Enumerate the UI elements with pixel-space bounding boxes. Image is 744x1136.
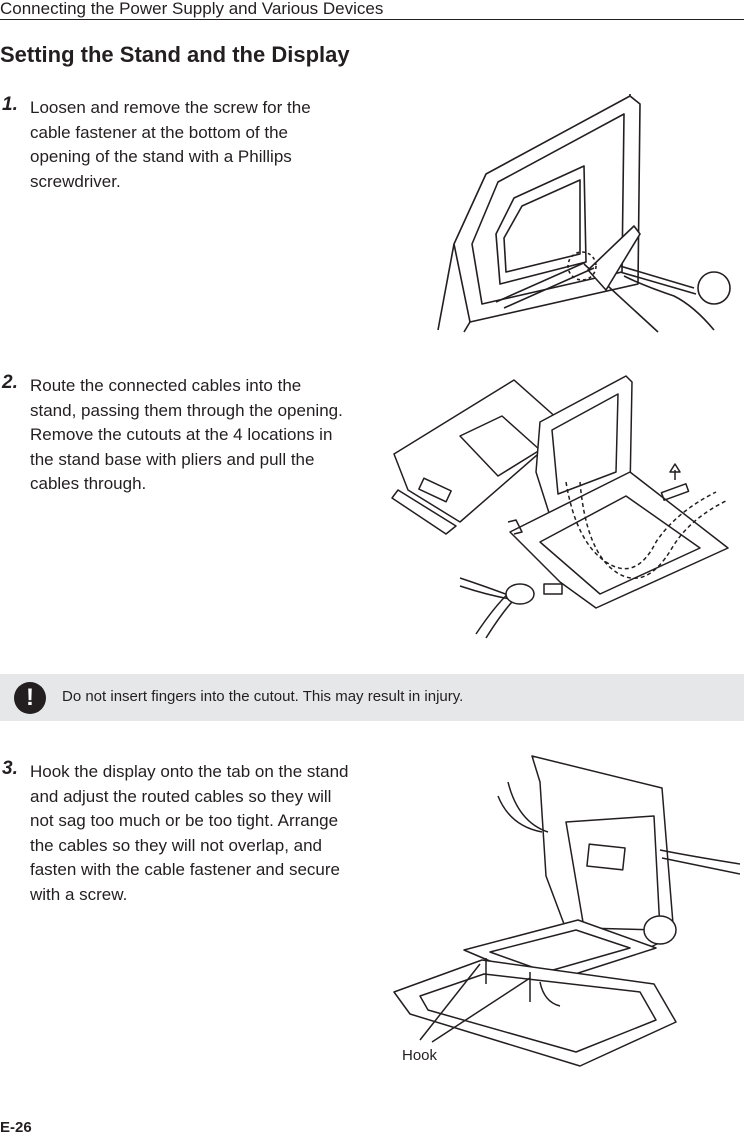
- step-text: Route the connected cables into the stand, passing them through the opening. Remove the cutouts at the 4 locations in the stand base with pliers and pull the cables through.: [30, 376, 343, 493]
- illustration-cable-routing: [390, 372, 734, 642]
- step-number: 2.: [2, 372, 18, 393]
- caution-text: Do not insert fingers into the cutout. This may result in injury.: [62, 688, 464, 705]
- hook-callout: Hook: [402, 1047, 438, 1064]
- step-number: 1.: [2, 94, 18, 115]
- step-number: 3.: [2, 758, 18, 779]
- step-text: Loosen and remove the screw for the cable fastener at the bottom of the opening of the stand with a Phillips screwdriver.: [30, 98, 311, 191]
- exclamation-icon: !: [14, 682, 46, 714]
- illustration-screwdriver-stand: [434, 94, 734, 334]
- illustration-hook-display: [390, 752, 740, 1072]
- page-number: E-26: [0, 1119, 32, 1136]
- section-title: Setting the Stand and the Display: [0, 42, 350, 67]
- step-text: Hook the display onto the tab on the stand and adjust the routed cables so they will not sag too much or be too tight. Arrange the cables so they will not overlap, and fasten with the cable fastener and secure with a screw.: [30, 762, 349, 904]
- caution-bar: [0, 674, 744, 721]
- running-head: Connecting the Power Supply and Various Devices: [0, 0, 744, 20]
